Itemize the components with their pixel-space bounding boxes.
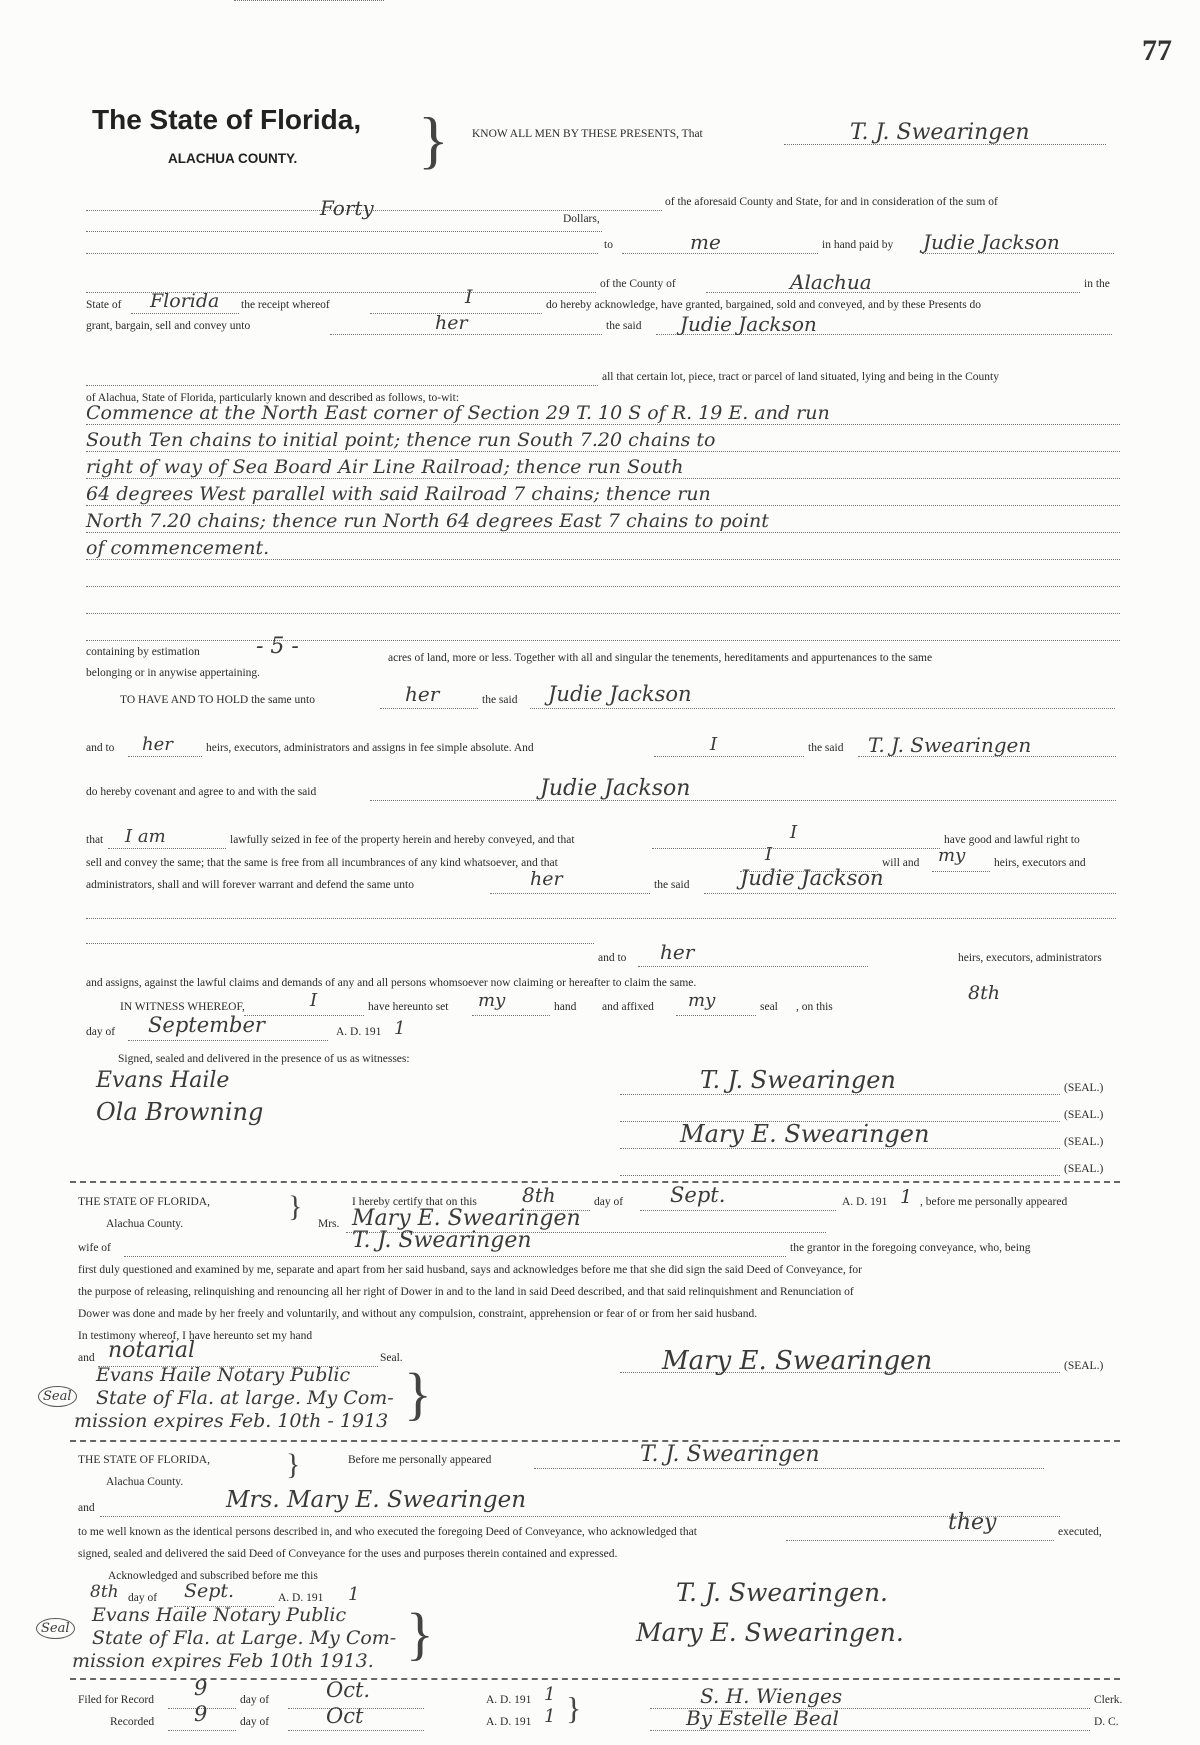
ack-brace: } [286,1448,301,1481]
and-to-2-handwritten: her [660,940,695,964]
filed-year-handwritten: 1 [544,1684,556,1705]
line-dc [650,1730,1090,1731]
dower-notary-line: Evans Haile Notary Public [96,1364,351,1386]
desc-line-1 [86,424,1120,425]
line-unto [330,334,602,335]
ack-ad: A. D. 191 [278,1592,324,1604]
signature-line [620,1148,1060,1149]
line-dower-wife [124,1256,786,1257]
text-the-said-4: the said [654,879,690,891]
line-month [128,1040,328,1041]
year-handwritten: 1 [394,1018,406,1039]
seal-label: (SEAL.) [1064,1109,1104,1121]
month-handwritten: September [148,1013,265,1037]
dower-testimony: In testimony whereof, I have hereunto set my hand [78,1330,313,1342]
line-will-and [932,871,990,872]
admins-handwritten: her [530,868,563,890]
line-rec-day [168,1730,236,1731]
text-the-said: the said [606,320,642,332]
description-line: 64 degrees West parallel with said Railroad 7 chains; thence run [86,483,711,505]
line-admins-name [704,893,1116,894]
line-have-name [530,708,1115,709]
dower-notary-stamp: Seal [38,1386,77,1407]
text-heirs-exec: heirs, executors and [994,857,1086,869]
ack-before: Before me personally appeared [348,1454,492,1466]
witness-handwritten: I [310,990,318,1011]
clerk-label: Clerk. [1094,1694,1123,1706]
filed-ad: A. D. 191 [486,1694,532,1706]
have-name-handwritten: Judie Jackson [548,682,692,706]
line-ack-they [786,1540,1054,1541]
dower-brace: } [288,1190,303,1223]
ack-signature: T. J. Swearingen. [676,1578,888,1607]
dower-county: Alachua County. [106,1218,184,1230]
text-will-and: will and [882,857,920,869]
desc-line-9 [86,640,1120,641]
desc-line-6 [86,559,1120,560]
dower-wife-of: wife of [78,1242,111,1254]
receipt-handwritten: I [465,286,473,308]
text-ad: A. D. 191 [336,1026,382,1038]
desc-line-5 [86,532,1120,533]
desc-line-3 [86,478,1120,479]
text-have-set: have hereunto set [368,1001,449,1013]
will-and-handwritten: my [938,845,966,866]
seal-label: (SEAL.) [1064,1082,1104,1094]
text-day-of: day of [86,1026,116,1038]
dower-day-handwritten: 8th [522,1183,556,1207]
heirs-handwritten: her [142,734,173,755]
ack-acknowledged: Acknowledged and subscribed before me this [108,1570,318,1582]
desc-line-7 [86,586,1120,587]
dower-mrs: Mrs. [318,1218,340,1230]
text-have-good: have good and lawful right to [944,834,1080,846]
grantor-handwritten: T. J. Swearingen [850,120,1030,145]
text-admins: administrators, shall and will forever warrant and defend the same unto [86,879,414,891]
dower-notary-line: State of Fla. at large. My Com- [96,1387,394,1409]
ack-year-handwritten: 1 [348,1584,360,1605]
sum-handwritten: Forty [320,196,374,220]
dower-seal-text: Seal. [380,1352,403,1364]
seal-label: (SEAL.) [1064,1163,1104,1175]
set-handwritten: my [478,990,506,1011]
ack-executed: executed, [1058,1526,1102,1538]
state-handwritten: Florida [150,290,220,312]
text-in-the: in the [1084,278,1110,290]
text-covenant: do hereby covenant and agree to and with the said [86,786,317,798]
desc-line-2 [86,451,1120,452]
page-number: 77 [1142,34,1172,67]
desc-line-4 [86,505,1120,506]
unto-handwritten: her [435,312,468,334]
ack-signed: signed, sealed and delivered the said Deed of Conveyance for the uses and purposes therein contained and expressed. [78,1548,618,1560]
line-dower-month [640,1210,836,1211]
text-dollars: Dollars, [563,213,600,225]
dower-certify: I hereby certify that on this [352,1196,477,1208]
line-ack-and [100,1516,1060,1517]
line-county [706,292,1080,293]
witness-signature: Evans Haile [96,1068,230,1093]
text-acres: acres of land, more or less. Together with all and singular the tenements, hereditaments and appurtenances to the same [388,652,933,664]
said-grantor-handwritten: T. J. Swearingen [868,733,1032,757]
text-heirs-exec-2: heirs, executors, administrators [958,952,1102,964]
dower-body-line: Dower was done and made by her freely and voluntarily, and without any compulsion, constraint, apprehension or fear of or from her said husband. [78,1308,758,1320]
ack-known: to me well known as the identical persons described in, and who executed the foregoing Deed of Conveyance, who acknowledged that [78,1526,697,1538]
line-affixed [676,1015,756,1016]
county-handwritten: Alachua [790,270,872,294]
line-acres [234,0,384,1]
dower-signature: Mary E. Swearingen [662,1346,933,1376]
ack-notary-brace: } [406,1601,434,1666]
signature-line [620,1094,1060,1095]
text-of-alachua: of Alachua, State of Florida, particularly known and described as follows, to-wit: [86,392,460,404]
rec-month-handwritten: Oct [326,1704,364,1728]
paid-by-handwritten: Judie Jackson [923,230,1060,254]
grantee-handwritten: Judie Jackson [680,312,817,336]
text-aforesaid: of the aforesaid County and State, for and in consideration of the sum of [665,196,998,208]
dc-label: D. C. [1094,1716,1119,1728]
dower-day-of: day of [594,1196,624,1208]
dc-handwritten: By Estelle Beal [686,1706,839,1730]
text-in-hand: in hand paid by [822,239,894,251]
text-grant: grant, bargain, sell and convey unto [86,320,251,332]
line-lawfully [652,848,940,849]
affixed-handwritten: my [688,990,716,1011]
dower-seal-label: (SEAL.) [1064,1360,1104,1372]
line-covenant [370,800,1116,801]
description-line: South Ten chains to initial point; thence run South 7.20 chains to [86,429,716,451]
state-title: The State of Florida, [92,104,362,135]
dower-state: THE STATE OF FLORIDA, [78,1196,210,1208]
dower-grantor: the grantor in the foregoing conveyance, who, being [790,1242,1031,1254]
ack-notary-line: Evans Haile Notary Public [92,1604,347,1626]
dower-before: , before me personally appeared [920,1196,1068,1208]
ack-county: Alachua County. [106,1476,184,1488]
text-affixed: and affixed [602,1001,654,1013]
ack-notary-stamp: Seal [36,1618,75,1639]
and-handwritten: I [710,734,718,755]
ack-month-handwritten: Sept. [184,1580,235,1602]
witness-signature: Ola Browning [96,1098,264,1126]
filed-month-handwritten: Oct. [326,1678,371,1702]
text-containing: containing by estimation [86,646,200,658]
seal-label: (SEAL.) [1064,1136,1104,1148]
description-line: Commence at the North East corner of Section 29 T. 10 S of R. 19 E. and run [86,402,830,424]
recorded: Recorded [110,1716,155,1728]
text-state-of: State of [86,299,122,311]
dower-notarial-handwritten: notarial [108,1338,196,1363]
dower-mrs-handwritten: Mary E. Swearingen [352,1206,581,1231]
ack-state: THE STATE OF FLORIDA, [78,1454,210,1466]
dower-year-handwritten: 1 [900,1186,913,1208]
covenant-handwritten: Judie Jackson [540,776,691,801]
text-assigns: and assigns, against the lawful claims and demands of any and all persons whomsoever now claiming or hereafter to claim the same. [86,977,697,989]
text-to: to [604,239,613,251]
grantor-signature: T. J. Swearingen [700,1066,896,1094]
text-the-said-3: the said [808,742,844,754]
text-belonging: belonging or in anywise appertaining. [86,667,261,679]
dower-body-line: first duly questioned and examined by me, separate and apart from her said husband, says and acknowledges before me that she did sign the said Deed of Conveyance, for [78,1264,862,1276]
admins-name-handwritten: Judie Jackson [740,866,884,890]
line-aforesaid [86,210,662,211]
text-acknowledge: do hereby acknowledge, have granted, bargained, sold and conveyed, and by these Presents do [546,299,982,311]
know-all-men-text: KNOW ALL MEN BY THESE PRESENTS, That [472,128,703,140]
rec-day-handwritten: 9 [194,1702,208,1726]
text-and-to: and to [86,742,115,754]
text-to-have: TO HAVE AND TO HOLD the same unto [120,694,315,706]
dower-body-line: the purpose of releasing, relinquishing and renouncing all her right of Dower in and to the land in said Deed described, and that said relinquishment and Renunciation of [78,1286,854,1298]
text-on-this: , on this [796,1001,833,1013]
line-ack-before [534,1468,1044,1469]
section-divider [70,1181,1120,1183]
grantor-signature: Mary E. Swearingen [680,1120,930,1148]
line-have [380,708,478,709]
line-and-i [654,756,804,757]
lawfully-handwritten: I [790,822,798,843]
text-signed-sealed: Signed, sealed and delivered in the presence of us as witnesses: [118,1053,410,1065]
description-line: right of way of Sea Board Air Line Railroad; thence run South [86,456,684,478]
description-line: North 7.20 chains; thence run North 64 degrees East 7 chains to point [86,510,769,532]
text-seal: seal [760,1001,778,1013]
rec-year-handwritten: 1 [544,1706,556,1727]
line-to-prefix [86,253,598,254]
dower-ad: A. D. 191 [842,1196,888,1208]
ack-day-of: day of [128,1592,158,1604]
text-that: that [86,834,104,846]
description-line: of commencement. [86,537,270,559]
line-sum [86,231,602,232]
line-and-to-2 [638,966,868,967]
filed-day-handwritten: 9 [194,1676,208,1700]
to-handwritten: me [690,230,721,254]
rec-ad: A. D. 191 [486,1716,532,1728]
ack-and-handwritten: Mrs. Mary E. Swearingen [226,1487,527,1513]
text-sell: sell and convey the same; that the same is free from all incumbrances of any kind whatsoever, and that [86,857,558,869]
line-state [131,313,239,314]
dower-wife-handwritten: T. J. Swearingen [352,1228,532,1253]
dower-notary-line: mission expires Feb. 10th - 1913 [74,1410,389,1432]
line-i-am [108,848,226,849]
desc-line-8 [86,613,1120,614]
filing-brace: } [566,1690,582,1726]
section-divider [70,1440,1120,1442]
text-and-to-2: and to [598,952,627,964]
text-witness-whereof: IN WITNESS WHEREOF, [120,1001,245,1013]
text-hand: hand [554,1001,577,1013]
have-handwritten: her [405,682,440,706]
text-of-county: of the County of [600,278,676,290]
sell-handwritten: I [765,844,773,865]
text-receipt: the receipt whereof [241,299,330,311]
blank-line [86,943,594,944]
header-brace: } [418,104,449,175]
signature-line [620,1175,1060,1176]
ack-notary-line: State of Fla. at Large. My Com- [92,1627,397,1649]
acres-handwritten: - 5 - [256,634,299,659]
line-all-that-prefix [86,385,598,386]
rec-day-of: day of [240,1716,270,1728]
clerk-handwritten: S. H. Wienges [700,1684,843,1708]
day-handwritten: 8th [968,982,1000,1004]
text-lawfully: lawfully seized in fee of the property herein and hereby conveyed, and that [230,834,575,846]
filed-day-of: day of [240,1694,270,1706]
dower-month-handwritten: Sept. [670,1183,726,1207]
blank-line [86,918,1116,919]
filed-for-record: Filed for Record [78,1694,155,1706]
text-heirs: heirs, executors, administrators and assigns in fee simple absolute. And [206,742,534,754]
ack-they-handwritten: they [948,1510,997,1535]
line-set [472,1015,550,1016]
text-all-that: all that certain lot, piece, tract or parcel of land situated, lying and being in the County [602,371,999,383]
ack-day-handwritten: 8th [90,1582,119,1602]
line-heirs [128,756,202,757]
line-rec-month [288,1730,424,1731]
that-handwritten: I am [125,826,166,847]
text-the-said-2: the said [482,694,518,706]
ack-signature: Mary E. Swearingen. [636,1618,904,1647]
county-heading: ALACHUA COUNTY. [168,151,298,166]
line-admins [490,893,650,894]
dower-and: and [78,1352,95,1364]
section-divider [70,1678,1120,1680]
dower-notary-brace: } [404,1361,432,1426]
ack-notary-line: mission expires Feb 10th 1913. [72,1650,374,1672]
ack-before-handwritten: T. J. Swearingen [640,1442,820,1467]
ack-and: and [78,1502,95,1514]
